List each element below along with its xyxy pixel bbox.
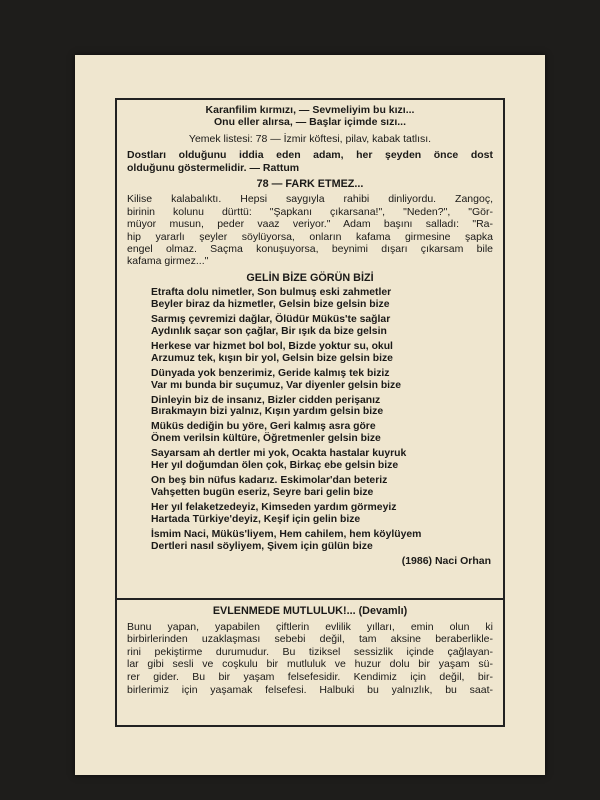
article-line: birbirlerinden uzaklaşması sebebi değil, tam aksine beraberlikle- [127,633,493,646]
article-line: Bunu yapan, yapabilen çiftlerin evlilik yılları, emin olun ki [127,620,493,633]
poem-line: Dünyada yok benzerimiz, Geride kalmış tek biziz [151,367,390,379]
poem-line: Vahşetten bugün eseriz, Seyre bari gelin bize [151,486,374,498]
quote-line-1: Dostları olduğunu iddia eden adam, her şeyden önce dost [127,149,493,162]
poem-line: İsmim Naci, Müküs'liyem, Hem cahilem, hem köylüyem [151,528,422,540]
article-line: rer gider. Bu bir yaşam felsefesidir. Kendimiz için değil, bir- [127,670,493,683]
top-bordered-box [115,98,505,600]
magazine-page [75,55,545,775]
poem-signature: (1986) Naci Orhan [401,555,491,568]
poem-stanza [151,368,493,392]
couplet-line-2: Onu eller alırsa, — Başlar içimde sızı... [214,116,406,129]
poem-stanza [151,314,493,338]
article-line: lar gibi sesli ve coşkulu bir mutluluk ve huzur dolu bir yaşam sü- [127,658,493,671]
poem-stanza [151,341,493,365]
menu-line: Yemek listesi: 78 — İzmir köftesi, pilav, kabak tatlısı. [188,132,432,145]
poem-line: Bırakmayın bizi yalnız, Kışın yardım gelsin bize [151,406,384,418]
poem-line: Sarmış çevremizi dağlar, Ölüdür Müküs'te sağlar [151,314,391,326]
poem-stanza [151,475,493,499]
poem-line: Aydınlık saçar son çağlar, Bir ışık da bize gelsin [151,326,387,337]
article-line: rini pekiştirme durumudur. Bu tiziksel sessizlik içinde çağlayan- [127,645,493,658]
poem-stanza [151,421,493,445]
poem-line: Her yıl felaketzedeyiz, Kimseden yardım görmeyiz [151,501,397,513]
poem-line: Dertleri nasıl söyliyem, Şivem için gülün bize [151,540,373,552]
poem-line: Etrafta dolu nimetler, Son bulmuş eski zahmetler [151,287,392,299]
couplet-line-1: Karanfilim kırmızı, — Sevmeliyim bu kızı... [205,104,415,116]
poem [127,287,493,552]
poem-title: GELİN BİZE GÖRÜN BİZİ [246,271,374,284]
poem-line: Herkese var hizmet bol bol, Bizde yoktur su, okul [151,340,393,352]
poem-line: Sayarsam ah dertler mi yok, Ocakta hastalar kuyruk [151,448,407,460]
poem-line: Önem verilsin kültüre, Öğretmenler gelsin bize [151,433,381,445]
story-title: 78 — FARK ETMEZ... [256,178,364,191]
poem-stanza [151,529,493,553]
poem-stanza [151,395,493,419]
poem-stanza [151,502,493,526]
poem-line: Müküs dediğin bu yöre, Geri kalmış asra göre [151,421,376,433]
quote-line-2: olduğunu göstermelidir. — Rattum [127,161,300,174]
story-line: hip yararlı şeyler söylüyorsa, onların kafama girmesine şapka [127,230,493,243]
story-line: Kilise kalabalıktı. Hepsi saygıyla rahibi dinliyordu. Zangoç, [127,193,493,206]
poem-stanza [151,448,493,472]
story-line: birinin kolunu dürttü: "Şapkanı çıkarsana!", "Neden?", "Gör- [127,205,493,218]
article-title: EVLENMEDE MUTLULUK!... (Devamlı) [212,605,408,617]
bottom-bordered-box [115,598,505,727]
poem-line: On beş bin nüfus kadarız. Eskimolar'dan beteriz [151,474,388,486]
article-line: birlerimiz için yaşamak felsefesi. Halbuki bu yalnızlık, bu saat- [127,683,493,696]
story-line: engel olmaz. Saçma konuşuyorsa, beynimi dışarı çıkarsam bile [127,243,493,256]
story-line: müyor musun, peder vaaz veriyor." Adam başını salladı: "Ra- [127,218,493,231]
poem-line: Dinleyin biz de insanız, Bizler cidden perişanız [151,394,381,406]
poem-line: Her yıl doğumdan ölen çok, Birkaç ebe gelsin bize [151,460,399,472]
poem-line: Arzumuz tek, kışın bir yol, Gelsin bize gelsin bize [151,352,393,364]
poem-line: Var mı bunda bir suçumuz, Var diyenler gelsin bize [151,379,402,391]
poem-line: Hartada Türkiye'deyiz, Keşif için gelin bize [151,513,361,525]
poem-line: Beyler biraz da hizmetler, Gelsin bize gelsin bize [151,299,390,311]
poem-stanza [151,287,493,311]
story-line: kafama girmez..." [127,255,209,268]
